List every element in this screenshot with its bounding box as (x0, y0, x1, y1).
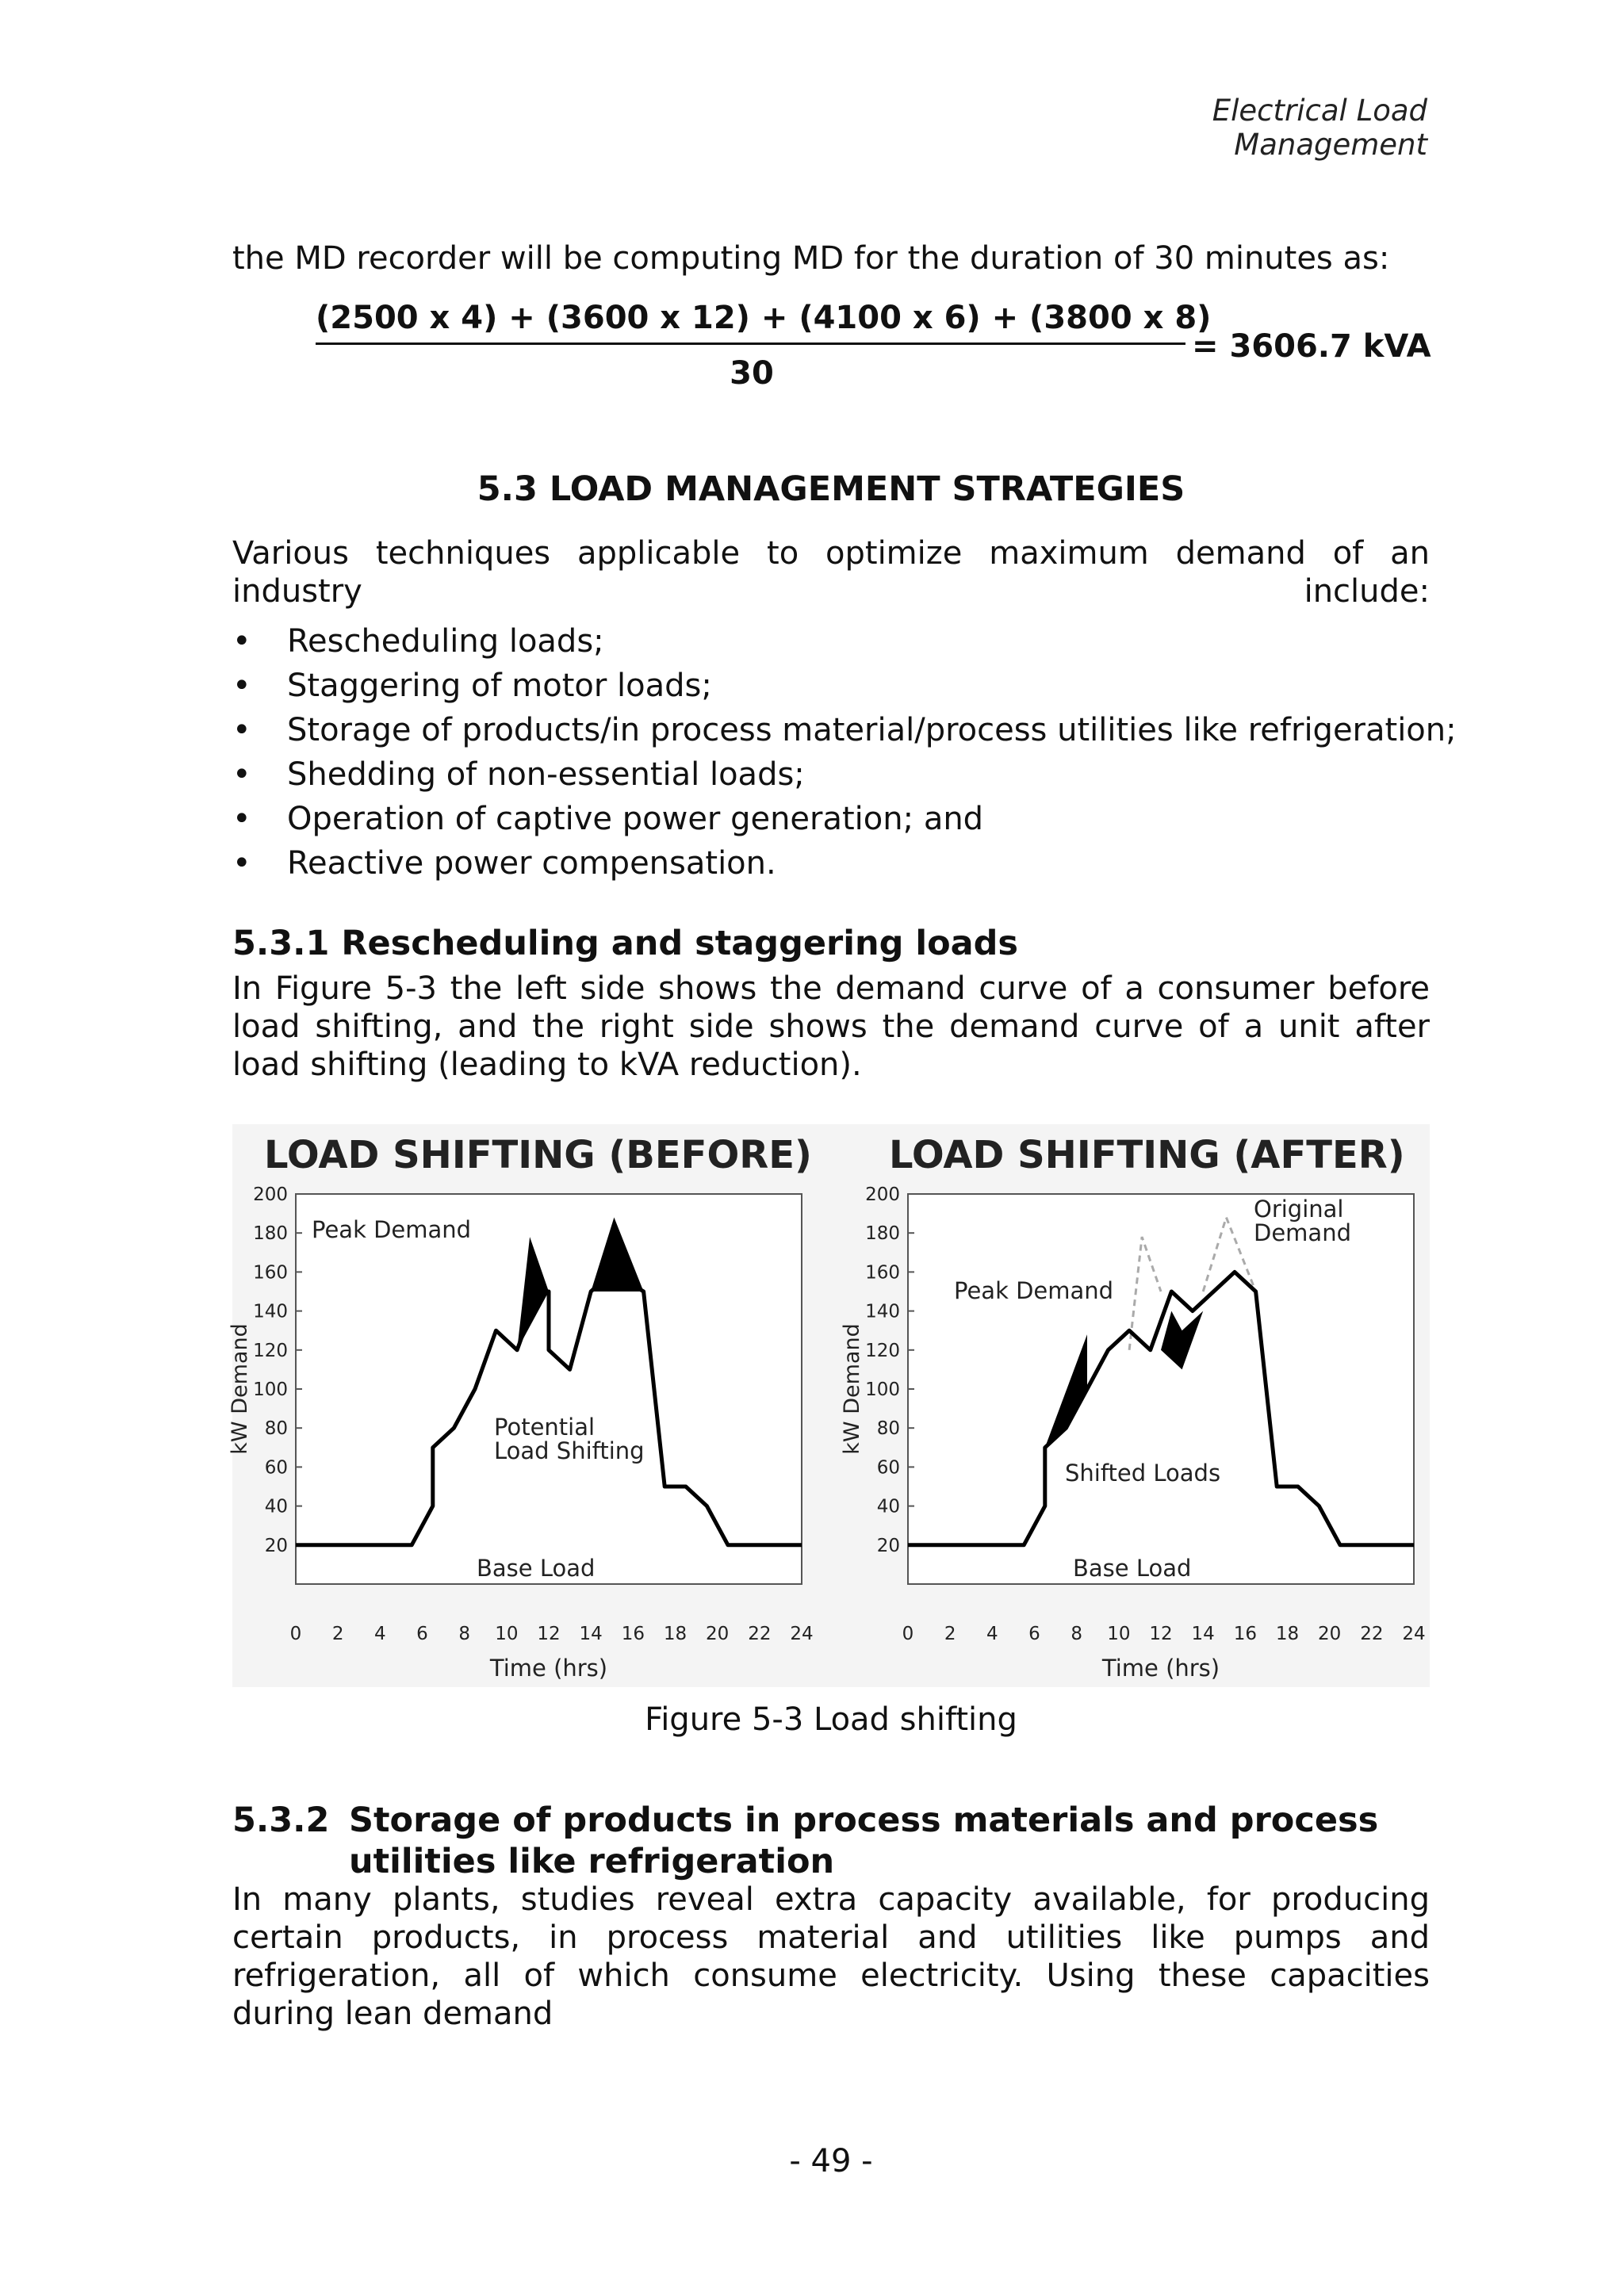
x-tick-label: 10 (495, 1624, 519, 1644)
chart-annotation: Shifted Loads (1065, 1460, 1221, 1487)
y-tick-label: 20 (264, 1535, 288, 1556)
page-number: - 49 - (789, 2143, 873, 2179)
list-item: • Rescheduling loads; (232, 622, 1457, 667)
chart-annotation: Peak Demand (954, 1277, 1114, 1304)
figure-svg (228, 1124, 1430, 1687)
load-shifting-figure (228, 1124, 1430, 1687)
subsection-body-2: In many plants, studies reveal extra capacity available, for producing certain products, in process material and utilities like pumps and refrigeration, all of which consume electricity. Using these capacities during lean demand (232, 1881, 1430, 2032)
y-tick-label: 40 (876, 1496, 900, 1517)
y-tick-label: 200 (253, 1184, 288, 1205)
x-tick-label: 14 (579, 1624, 603, 1644)
plot-frame (908, 1194, 1414, 1584)
y-tick-label: 80 (264, 1418, 288, 1440)
subsection-body: In Figure 5-3 the left side shows the demand curve of a consumer before load shifting, and the right side shows the demand curve of a unit after load shifting (leading to kVA reduction). (232, 970, 1430, 1083)
x-tick-label: 14 (1191, 1624, 1215, 1644)
figure-caption: Figure 5-3 Load shifting (645, 1701, 1017, 1738)
chart-annotation: Base Load (477, 1555, 596, 1582)
y-tick-label: 160 (865, 1262, 900, 1284)
x-tick-label: 4 (986, 1624, 998, 1644)
x-tick-label: 24 (790, 1624, 814, 1644)
y-tick-label: 60 (264, 1457, 288, 1479)
list-item: • Reactive power compensation. (232, 844, 1457, 889)
y-tick-label: 60 (876, 1457, 900, 1479)
x-tick-label: 20 (1318, 1624, 1342, 1644)
y-tick-label: 120 (865, 1340, 900, 1361)
list-item: • Storage of products/in process material/process utilities like refrigeration; (232, 711, 1457, 756)
x-tick-label: 6 (416, 1624, 428, 1644)
x-tick-label: 16 (621, 1624, 645, 1644)
chart-annotation: Peak Demand (312, 1216, 472, 1243)
x-tick-label: 12 (537, 1624, 561, 1644)
list-item: • Operation of captive power generation; and (232, 800, 1457, 844)
y-axis-label: kW Demand (840, 1323, 864, 1455)
x-tick-label: 2 (331, 1624, 344, 1644)
x-tick-label: 2 (944, 1624, 956, 1644)
x-tick-label: 22 (1360, 1624, 1384, 1644)
list-item: • Shedding of non-essential loads; (232, 756, 1457, 800)
x-tick-label: 8 (458, 1624, 470, 1644)
x-tick-label: 18 (663, 1624, 688, 1644)
y-tick-label: 160 (253, 1262, 288, 1284)
subsection-title-line1: Storage of products in process materials and process (349, 1800, 1379, 1840)
chart-title: LOAD SHIFTING (AFTER) (889, 1133, 1405, 1177)
y-tick-label: 80 (876, 1418, 900, 1440)
list-item: • Staggering of motor loads; (232, 667, 1457, 711)
y-tick-label: 100 (253, 1380, 288, 1400)
equation-numerator: (2500 x 4) + (3600 x 12) + (4100 x 6) + (3800 x 8) (316, 300, 1212, 336)
x-axis-label: Time (hrs) (1101, 1655, 1220, 1682)
x-tick-label: 24 (1402, 1624, 1426, 1644)
x-axis-label: Time (hrs) (489, 1655, 608, 1682)
running-header: Electrical Load Management (1212, 94, 1427, 162)
x-tick-label: 0 (289, 1624, 302, 1644)
x-tick-label: 20 (706, 1624, 730, 1644)
y-tick-label: 120 (253, 1340, 288, 1361)
chart-annotation: Base Load (1073, 1555, 1192, 1582)
subsection-title-line2: utilities like refrigeration (349, 1842, 835, 1881)
y-tick-label: 180 (253, 1223, 288, 1245)
x-tick-label: 4 (374, 1624, 386, 1644)
x-tick-label: 16 (1233, 1624, 1257, 1644)
strategy-list (232, 622, 1457, 889)
chart-annotation: Original Demand (1254, 1196, 1351, 1246)
subsection-heading-2 (232, 1800, 1430, 1882)
y-axis-label: kW Demand (228, 1323, 252, 1455)
subsection-heading: 5.3.1 Rescheduling and staggering loads (232, 924, 1019, 963)
x-tick-label: 8 (1071, 1624, 1082, 1644)
x-tick-label: 12 (1149, 1624, 1173, 1644)
x-tick-label: 18 (1275, 1624, 1300, 1644)
section-heading: 5.3 LOAD MANAGEMENT STRATEGIES (477, 469, 1185, 509)
x-tick-label: 22 (748, 1624, 772, 1644)
x-tick-label: 6 (1028, 1624, 1040, 1644)
x-tick-label: 0 (902, 1624, 914, 1644)
equation-denominator: 30 (730, 355, 774, 392)
chart-title: LOAD SHIFTING (BEFORE) (264, 1133, 812, 1177)
plot-frame (296, 1194, 802, 1584)
y-tick-label: 140 (865, 1301, 900, 1322)
y-tick-label: 20 (876, 1535, 900, 1556)
x-tick-label: 10 (1107, 1624, 1131, 1644)
y-tick-label: 100 (865, 1380, 900, 1400)
equation-result: = 3606.7 kVA (1192, 328, 1431, 365)
fraction-bar (316, 342, 1185, 345)
intro-text: the MD recorder will be computing MD for the duration of 30 minutes as: (232, 240, 1390, 277)
y-tick-label: 140 (253, 1301, 288, 1322)
y-tick-label: 40 (264, 1496, 288, 1517)
y-tick-label: 200 (865, 1184, 900, 1205)
section-intro: Various techniques applicable to optimize maximum demand of an industry include: (232, 535, 1430, 610)
y-tick-label: 180 (865, 1223, 900, 1245)
chart-annotation: Potential Load Shifting (494, 1414, 645, 1464)
subsection-number: 5.3.2 (232, 1800, 330, 1840)
